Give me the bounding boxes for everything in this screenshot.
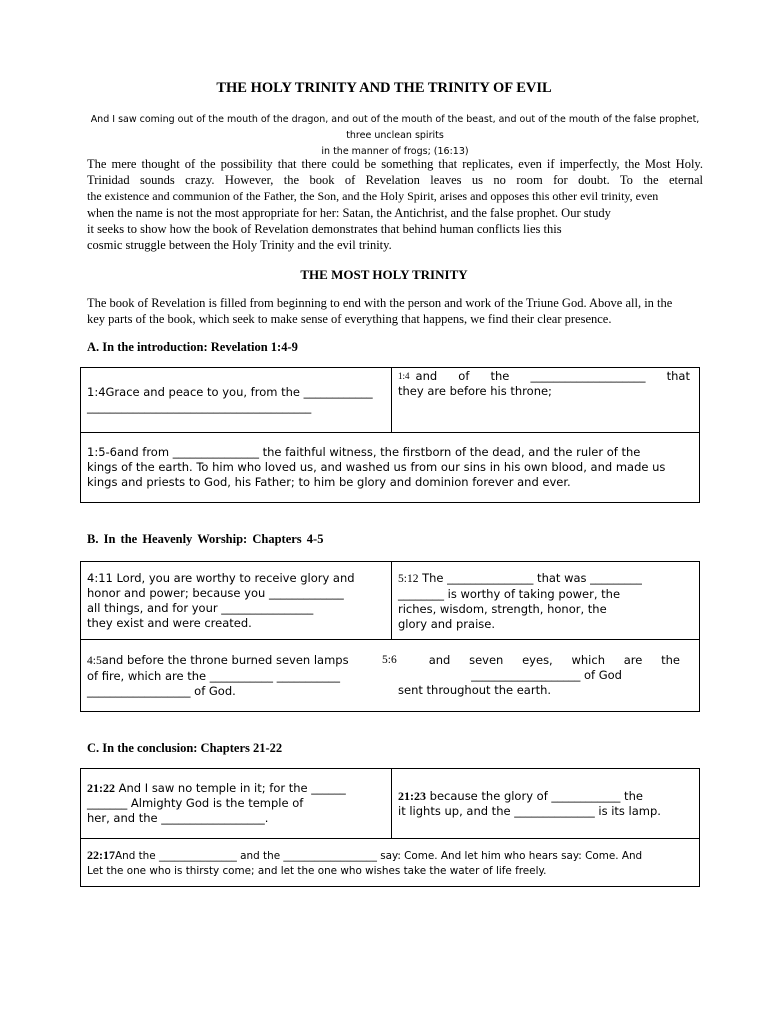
fill-in-blank-text[interactable]: Grace and peace to you, from the ____________ bbox=[105, 385, 373, 399]
verse-text: kings of the earth. To him who loved us, and washed us from our sins in his own blood, and made us bbox=[87, 460, 666, 474]
verse-text: and before the throne burned seven lamps bbox=[101, 653, 349, 667]
verse-ref: 1:5-6 bbox=[87, 445, 117, 459]
section-a-table bbox=[80, 367, 700, 503]
fill-in-blank-text[interactable]: ________ is worthy of taking power, the bbox=[398, 587, 621, 601]
paragraph-line: key parts of the book, which seek to make sense of everything that happens, we find their clear presence. bbox=[87, 312, 612, 327]
fill-in-blank-text[interactable]: ___________________ of God bbox=[471, 668, 622, 682]
verse-text: riches, wisdom, strength, honor, the bbox=[398, 602, 607, 616]
verse-text: and seven eyes, which are the bbox=[428, 653, 680, 667]
table-cell bbox=[81, 433, 701, 503]
table-cell bbox=[81, 368, 391, 432]
fill-in-blank-text[interactable]: and from _______________ the faithful witness, the firstborn of the dead, and the ruler of the bbox=[116, 445, 641, 459]
table-cell bbox=[81, 562, 391, 639]
verse-ref: 1:4 bbox=[398, 371, 410, 381]
verse-text: kings and priests to God, his Father; to him be glory and dominion forever and ever. bbox=[87, 475, 571, 489]
table-cell bbox=[382, 640, 700, 712]
epigraph bbox=[82, 112, 708, 160]
section-c-heading: C. In the conclusion: Chapters 21-22 bbox=[87, 741, 283, 755]
epigraph-line: And I saw coming out of the mouth of the dragon, and out of the mouth of the beast, and out of the mouth of the false prophet, three unclean spirits bbox=[90, 114, 700, 141]
intro-line: it seeks to show how the book of Revelation demonstrates that behind human conflicts lies this bbox=[87, 221, 562, 236]
verse-ref: 5:12 bbox=[398, 573, 419, 585]
revelation-paragraph bbox=[87, 295, 737, 327]
intro-line: the existence and communion of the Father, the Son, and the Holy Spirit, arises and opposes this other evil trinity, even bbox=[87, 189, 659, 204]
table-row bbox=[81, 640, 699, 712]
fill-in-blank-text[interactable]: _______________________________________ bbox=[87, 400, 312, 414]
fill-in-blank-text[interactable]: 4:11 Lord, you are worthy to receive glory and bbox=[87, 571, 355, 585]
table-row bbox=[81, 368, 699, 432]
verse-ref: 21:22 bbox=[87, 781, 115, 795]
section-a-heading: A. In the introduction: Revelation 1:4-9 bbox=[87, 340, 298, 354]
fill-in-blank-text[interactable]: it lights up, and the ______________ is its lamp. bbox=[398, 804, 661, 818]
verse-ref: 21:23 bbox=[398, 789, 426, 803]
document-title: THE HOLY TRINITY AND THE TRINITY OF EVIL bbox=[216, 80, 552, 96]
section-subtitle: THE MOST HOLY TRINITY bbox=[300, 267, 468, 282]
table-row bbox=[81, 433, 699, 503]
paragraph-line: The book of Revelation is filled from beginning to end with the person and work of the Triune God. Above all, in the bbox=[87, 296, 673, 310]
verse-ref: 1:4 bbox=[87, 385, 106, 399]
fill-in-blank-text[interactable]: because the glory of ____________ the bbox=[429, 789, 643, 803]
section-b-table bbox=[80, 561, 700, 712]
fill-in-blank-text[interactable]: And the _______________ and the __________________ say: Come. And let him who hears say: Come. And bbox=[115, 850, 643, 862]
intro-line: Trinidad sounds crazy. However, the book of Revelation leaves us no room for doubt. To the eternal bbox=[87, 173, 703, 188]
fill-in-blank-text[interactable]: honor and power; because you _____________ bbox=[87, 586, 344, 600]
intro-paragraph bbox=[87, 156, 703, 253]
epigraph-line: in the manner of frogs; (16:13) bbox=[321, 146, 469, 157]
verse-ref: 5:6 bbox=[382, 654, 397, 666]
table-cell bbox=[81, 839, 701, 887]
section-c-table bbox=[80, 768, 700, 887]
verse-text: glory and praise. bbox=[398, 617, 496, 631]
fill-in-blank-text[interactable]: __________________ of God. bbox=[87, 684, 236, 698]
verse-text: Let the one who is thirsty come; and let the one who wishes take the water of life freely. bbox=[87, 865, 547, 877]
fill-in-blank-text[interactable]: _______ Almighty God is the temple of bbox=[87, 796, 304, 810]
fill-in-blank-text[interactable]: of fire, which are the ___________ ___________ bbox=[87, 669, 340, 683]
fill-in-blank-text[interactable]: her, and the __________________. bbox=[87, 811, 269, 825]
fill-in-blank-text[interactable]: And I saw no temple in it; for the ______ bbox=[118, 781, 346, 795]
table-cell bbox=[392, 562, 700, 639]
table-cell bbox=[81, 769, 391, 838]
fill-in-blank-text[interactable]: The _______________ that was _________ bbox=[422, 571, 642, 585]
verse-ref: 4:5 bbox=[87, 655, 102, 667]
intro-line: when the name is not the most appropriate for her: Satan, the Antichrist, and the false prophet. Our study bbox=[87, 205, 611, 220]
table-row bbox=[81, 839, 699, 887]
table-cell bbox=[392, 368, 700, 432]
verse-text: they are before his throne; bbox=[398, 384, 552, 398]
verse-ref: 22:17 bbox=[87, 848, 115, 862]
fill-in-blank-text[interactable]: all things, and for your ________________ bbox=[87, 601, 314, 615]
table-cell bbox=[81, 640, 391, 712]
table-cell bbox=[392, 769, 700, 838]
fill-in-blank-text[interactable]: and of the ____________________ that bbox=[415, 369, 690, 383]
table-row bbox=[81, 769, 699, 838]
table-row bbox=[81, 562, 699, 639]
intro-line: cosmic struggle between the Holy Trinity and the evil trinity. bbox=[87, 238, 392, 253]
intro-line: The mere thought of the possibility that there could be something that replicates, even if imperfectly, the Most Holy. bbox=[87, 157, 703, 171]
section-b-heading: B. In the Heavenly Worship: Chapters 4-5 bbox=[87, 532, 324, 546]
verse-text: they exist and were created. bbox=[87, 616, 252, 630]
verse-text: sent throughout the earth. bbox=[398, 683, 552, 697]
